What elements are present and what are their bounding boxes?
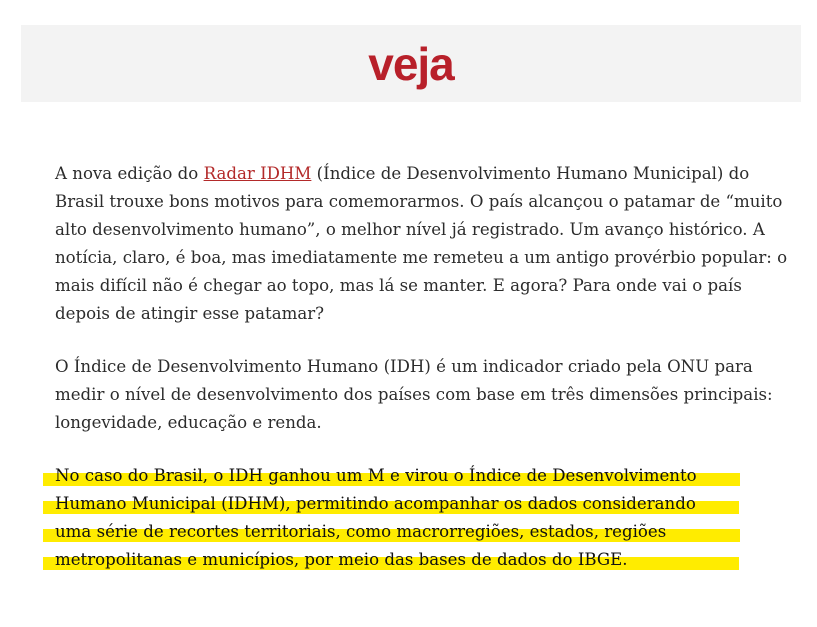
paragraph-1 (55, 160, 800, 328)
highlighted-line: No caso do Brasil, o IDH ganhou um M e virou o Índice de Desenvolvimento (55, 462, 800, 490)
paragraph-2: O Índice de Desenvolvimento Humano (IDH) é um indicador criado pela ONU para medir o nível de desenvolvimento dos países com base em três dimensões principais: longevidade, educação e renda. (55, 357, 773, 432)
article-body (55, 160, 800, 574)
paragraph-1-intro: A nova edição do (55, 164, 204, 183)
highlighted-line: Humano Municipal (IDHM), permitindo acompanhar os dados considerando (55, 490, 800, 518)
site-header (21, 25, 801, 102)
highlighted-line: metropolitanas e municípios, por meio das bases de dados do IBGE. (55, 546, 800, 574)
highlighted-line: uma série de recortes territoriais, como macrorregiões, estados, regiões (55, 518, 800, 546)
paragraph-1-rest: (Índice de Desenvolvimento Humano Municipal) do Brasil trouxe bons motivos para comemorarmos. O país alcançou o patamar de “muito alto desenvolvimento humano”, o melhor nível já registrado. Um avanço histórico. A notícia, claro, é boa, mas imediatamente me remeteu a um antigo provérbio popular: o mais difícil não é chegar ao topo, mas lá se manter. E agora? Para onde vai o país depois de atingir esse patamar? (55, 164, 788, 323)
veja-logo[interactable]: veja (368, 38, 454, 90)
highlighted-paragraph (55, 462, 800, 574)
radar-idhm-link[interactable]: Radar IDHM (203, 164, 312, 183)
